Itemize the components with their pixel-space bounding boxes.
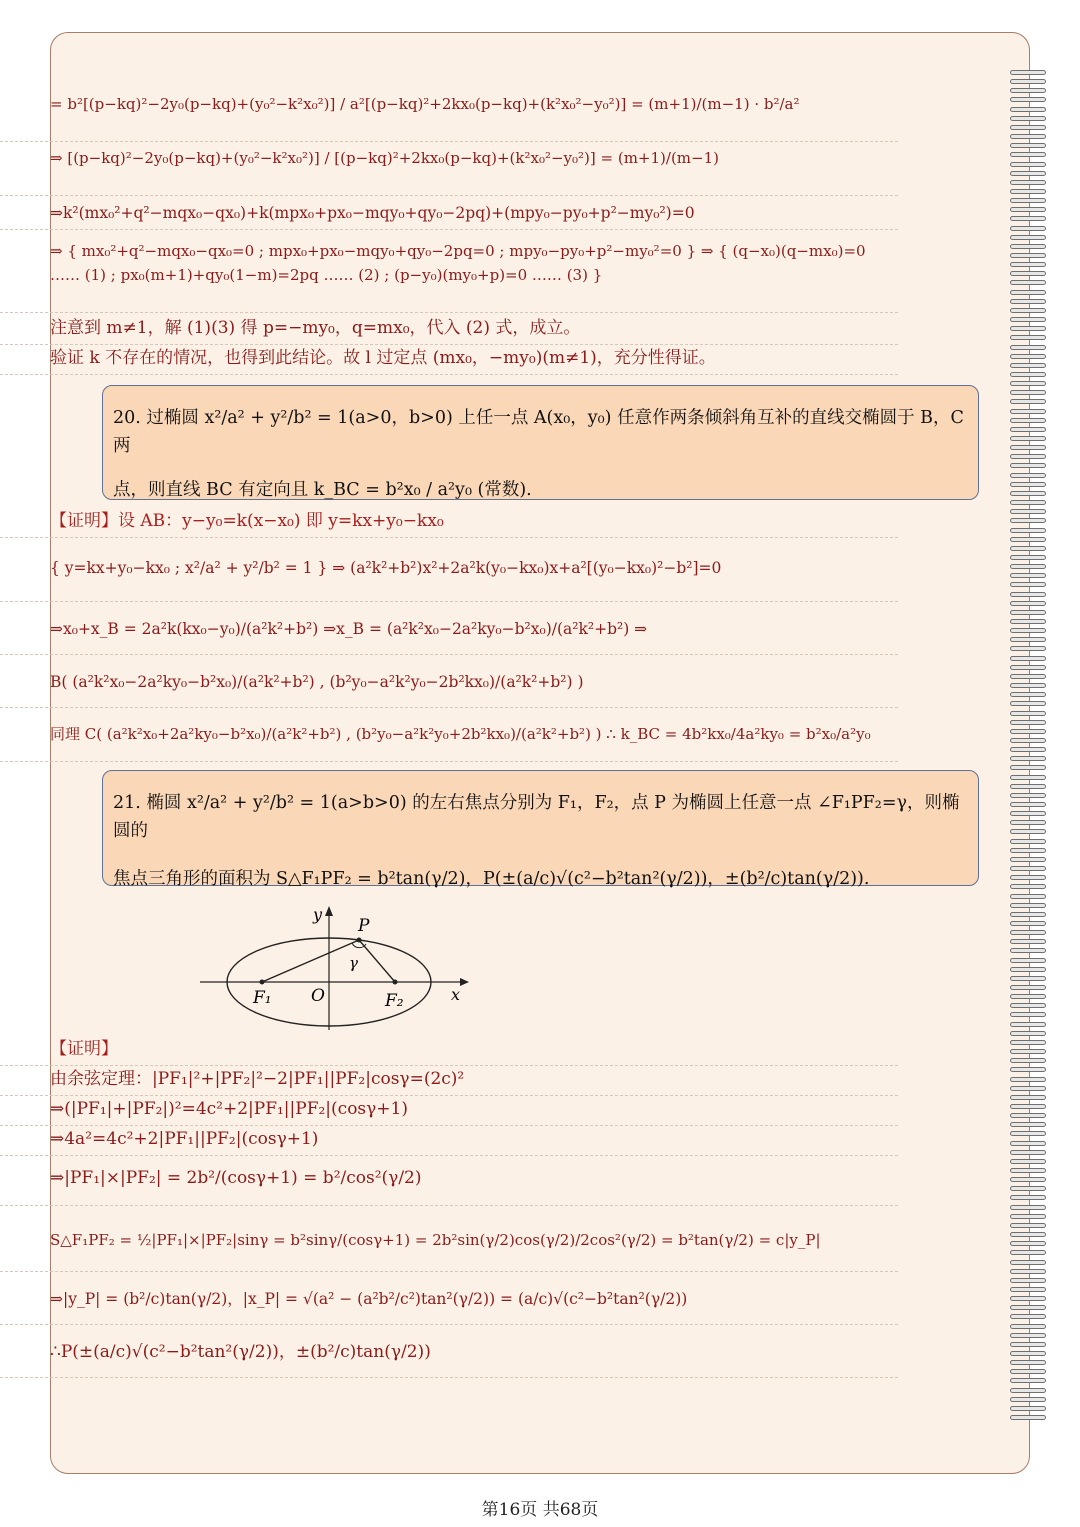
spiral-coil [1010, 857, 1046, 862]
spiral-coil [1010, 1324, 1046, 1329]
spiral-coil [1010, 1378, 1046, 1383]
spiral-coil [1010, 1223, 1046, 1228]
spiral-coil [1010, 116, 1046, 121]
spiral-coil [1010, 445, 1046, 450]
spiral-coil [1010, 125, 1046, 130]
spiral-coil [1010, 656, 1046, 661]
spiral-coil [1010, 582, 1046, 587]
spiral-coil [1010, 1012, 1046, 1017]
spiral-coil [1010, 637, 1046, 642]
spiral-coil [1010, 454, 1046, 459]
spiral-coil [1010, 491, 1046, 496]
spiral-coil [1010, 820, 1046, 825]
spiral-coil [1010, 829, 1046, 834]
spiral-coil [1010, 811, 1046, 816]
spiral-coil [1010, 747, 1046, 752]
spiral-coil [1010, 1406, 1046, 1411]
spiral-coil [1010, 619, 1046, 624]
spiral-coil [1010, 381, 1046, 386]
spiral-coil [1010, 793, 1046, 798]
spiral-coil [1010, 326, 1046, 331]
spiral-coil [1010, 143, 1046, 148]
F1-point [260, 980, 265, 985]
spiral-coil [1010, 1104, 1046, 1109]
spiral-coil [1010, 939, 1046, 944]
spiral-coil [1010, 1296, 1046, 1301]
proof-line: 由余弦定理：|PF₁|²+|PF₂|²−2|PF₁||PF₂|cosγ=(2c)² [0, 1066, 898, 1096]
spiral-coil [1010, 235, 1046, 240]
spiral-coil [1010, 216, 1046, 221]
proof-line: ∴P(±(a/c)√(c²−b²tan²(γ/2))，±(b²/c)tan(γ/2)) [0, 1328, 898, 1378]
spiral-coil [1010, 948, 1046, 953]
spiral-coil [1010, 875, 1046, 880]
spiral-coil [1010, 528, 1046, 533]
theorem-20-line1: 20. 过椭圆 x²/a² + y²/b² = 1(a>0，b>0) 上任一点 A(x₀，y₀) 任意作两条倾斜角互补的直线交椭圆于 B，C 两 [113, 408, 964, 456]
y-arrow-icon [325, 906, 333, 916]
spiral-coil [1010, 409, 1046, 414]
spiral-coil [1010, 912, 1046, 917]
spiral-coil [1010, 244, 1046, 249]
spiral-coil [1010, 500, 1046, 505]
spiral-coil [1010, 1150, 1046, 1155]
spiral-coil [1010, 509, 1046, 514]
spiral-coil [1010, 1067, 1046, 1072]
spiral-coil [1010, 592, 1046, 597]
spiral-coil [1010, 79, 1046, 84]
spiral-coil [1010, 345, 1046, 350]
spiral-coil [1010, 738, 1046, 743]
spiral-coil [1010, 271, 1046, 276]
spiral-coil [1010, 1031, 1046, 1036]
x-label: x [451, 985, 461, 1004]
spiral-coil [1010, 354, 1046, 359]
spiral-coil [1010, 363, 1046, 368]
proof-line: ⇒k²(mx₀²+q²−mqx₀−qx₀)+k(mpx₀+px₀−mqy₀+qy₀−2pq)+(mpy₀−py₀+p²−my₀²)=0 [0, 200, 898, 230]
proof-line: = b²[(p−kq)²−2y₀(p−kq)+(y₀²−k²x₀²)] / a²[(p−kq)²+2kx₀(p−kq)+(k²x₀²−y₀²)] = (m+1)/(m−1) · b²/a² [0, 92, 898, 142]
segment-PF1 [262, 940, 359, 982]
spiral-coil [1010, 674, 1046, 679]
spiral-coil [1010, 317, 1046, 322]
spiral-coil [1010, 884, 1046, 889]
spiral-coil [1010, 564, 1046, 569]
spiral-coil [1010, 711, 1046, 716]
spiral-coil [1010, 1168, 1046, 1173]
spiral-coil [1010, 555, 1046, 560]
spiral-coil [1010, 1003, 1046, 1008]
spiral-coil [1010, 207, 1046, 212]
spiral-coil [1010, 280, 1046, 285]
spiral-coil [1010, 1141, 1046, 1146]
spiral-coil [1010, 894, 1046, 899]
spiral-coil [1010, 765, 1046, 770]
spiral-coil [1010, 1415, 1046, 1420]
spiral-coil [1010, 189, 1046, 194]
spiral-coil [1010, 463, 1046, 468]
spiral-coil [1010, 1086, 1046, 1091]
F1-label: F₁ [253, 988, 272, 1008]
spiral-coil [1010, 1058, 1046, 1063]
spiral-coil [1010, 418, 1046, 423]
x-arrow-icon [460, 978, 469, 986]
proof-line: ⇒(|PF₁|+|PF₂|)²=4c²+2|PF₁||PF₂|(cosγ+1) [0, 1096, 898, 1126]
spiral-coil [1010, 683, 1046, 688]
spiral-coil [1010, 537, 1046, 542]
F2-label: F₂ [385, 991, 404, 1011]
ellipse-diagram [195, 900, 485, 1035]
proof-line: 注意到 m≠1，解 (1)(3) 得 p=−my₀，q=mx₀，代入 (2) 式，成立。 [0, 315, 898, 345]
spiral-coil [1010, 903, 1046, 908]
proof-line: B( (a²k²x₀−2a²ky₀−b²x₀)/(a²k²+b²) , (b²y₀−a²k²y₀−2b²kx₀)/(a²k²+b²) ) [0, 658, 898, 708]
proof-line: ⇒4a²=4c²+2|PF₁||PF₂|(cosγ+1) [0, 1126, 898, 1156]
spiral-coil [1010, 1287, 1046, 1292]
spiral-coil [1010, 1351, 1046, 1356]
spiral-coil [1010, 729, 1046, 734]
spiral-coil [1010, 1177, 1046, 1182]
spiral-coil [1010, 967, 1046, 972]
spiral-coil [1010, 1113, 1046, 1118]
spiral-coil [1010, 171, 1046, 176]
spiral-coil [1010, 299, 1046, 304]
spiral-coil [1010, 390, 1046, 395]
spiral-coil [1010, 646, 1046, 651]
spiral-coil [1010, 226, 1046, 231]
spiral-coil [1010, 775, 1046, 780]
spiral-coil [1010, 1397, 1046, 1402]
spiral-coil [1010, 701, 1046, 706]
spiral-coil [1010, 1131, 1046, 1136]
proof-line: 【证明】设 AB：y−y₀=k(x−x₀) 即 y=kx+y₀−kx₀ [0, 508, 898, 538]
proof-line: 验证 k 不存在的情况，也得到此结论。故 l 过定点 (mx₀，−my₀)(m≠1)，充分性得证。 [0, 345, 898, 375]
spiral-coil [1010, 921, 1046, 926]
proof-line: ⇒|y_P| = (b²/c)tan(γ/2)，|x_P| = √(a² − (a²b²/c²)tan²(γ/2)) = (a/c)√(c²−b²tan²(γ/2)) [0, 1275, 898, 1325]
theorem-21-line2: 焦点三角形的面积为 S△F₁PF₂ = b²tan(γ/2)，P(±(a/c)√(c²−b²tan²(γ/2))，±(b²/c)tan(γ/2)). [113, 869, 870, 889]
spiral-coil [1010, 546, 1046, 551]
y-label: y [313, 905, 323, 924]
theorem-20-box [102, 385, 979, 500]
spiral-coil [1010, 1342, 1046, 1347]
spiral-coil [1010, 930, 1046, 935]
gamma-label: γ [349, 954, 358, 972]
P-point [357, 938, 362, 943]
spiral-coil [1010, 839, 1046, 844]
spiral-coil [1010, 1186, 1046, 1191]
spiral-coil [1010, 1159, 1046, 1164]
spiral-coil [1010, 1022, 1046, 1027]
spiral-coil [1010, 1360, 1046, 1365]
spiral-coil [1010, 70, 1046, 75]
proof-line: 同理 C( (a²k²x₀+2a²ky₀−b²x₀)/(a²k²+b²) , (b²y₀−a²k²y₀+2b²kx₀)/(a²k²+b²) ) ∴ k_BC = 4b²kx₀/4a²ky₀ = b²x₀/a²y₀ [0, 710, 898, 762]
spiral-coil [1010, 1388, 1046, 1393]
spiral-coil [1010, 253, 1046, 258]
spiral-coil [1010, 985, 1046, 990]
spiral-coil [1010, 1077, 1046, 1082]
spiral-coil [1010, 1232, 1046, 1237]
spiral-coil [1010, 482, 1046, 487]
spiral-coil [1010, 994, 1046, 999]
spiral-coil [1010, 399, 1046, 404]
spiral-coil [1010, 610, 1046, 615]
spiral-coil [1010, 628, 1046, 633]
spiral-coil [1010, 180, 1046, 185]
spiral-coil [1010, 1369, 1046, 1374]
O-label: O [311, 986, 325, 1006]
spiral-coil [1010, 665, 1046, 670]
proof-line: ⇒|PF₁|×|PF₂| = 2b²/(cosγ+1) = b²/cos²(γ/2) [0, 1156, 898, 1206]
spiral-coil [1010, 601, 1046, 606]
spiral-coil [1010, 1122, 1046, 1127]
spiral-coil [1010, 958, 1046, 963]
spiral-coil [1010, 1214, 1046, 1219]
spiral-coil [1010, 308, 1046, 313]
spiral-coil [1010, 1095, 1046, 1100]
spiral-coil [1010, 1049, 1046, 1054]
spiral-coil [1010, 1040, 1046, 1045]
spiral-coil [1010, 1314, 1046, 1319]
spiral-coil [1010, 573, 1046, 578]
spiral-coil [1010, 848, 1046, 853]
F2-point [393, 980, 398, 985]
spiral-coil [1010, 1195, 1046, 1200]
spiral-coil [1010, 436, 1046, 441]
spiral-coil [1010, 372, 1046, 377]
spiral-coil [1010, 290, 1046, 295]
spiral-coil [1010, 866, 1046, 871]
proof-line: 【证明】 [0, 1036, 898, 1066]
page-footer: 第16页 共68页 [481, 1500, 599, 1520]
spiral-coil [1010, 802, 1046, 807]
spiral-coil [1010, 1333, 1046, 1338]
spiral-coil [1010, 784, 1046, 789]
spiral-coil [1010, 976, 1046, 981]
proof-line: S△F₁PF₂ = ½|PF₁|×|PF₂|sinγ = b²sinγ/(cosγ+1) = 2b²sin(γ/2)cos(γ/2)/2cos²(γ/2) = b²tan(γ/2) = c|y_P| [0, 1210, 898, 1272]
spiral-coil [1010, 720, 1046, 725]
spiral-coil [1010, 162, 1046, 167]
spiral-coil [1010, 262, 1046, 267]
spiral-coil [1010, 427, 1046, 432]
spiral-coil [1010, 1250, 1046, 1255]
spiral-coil [1010, 198, 1046, 203]
P-label: P [358, 916, 370, 936]
spiral-coil [1010, 518, 1046, 523]
spiral-coil [1010, 107, 1046, 112]
proof-line: ⇒ [(p−kq)²−2y₀(p−kq)+(y₀²−k²x₀²)] / [(p−kq)²+2kx₀(p−kq)+(k²x₀²−y₀²)] = (m+1)/(m−1) [0, 146, 898, 196]
theorem-21-line1: 21. 椭圆 x²/a² + y²/b² = 1(a>b>0) 的左右焦点分别为 F₁，F₂，点 P 为椭圆上任意一点 ∠F₁PF₂=γ，则椭圆的 [113, 793, 960, 841]
spiral-coil [1010, 756, 1046, 761]
theorem-21-box [102, 770, 979, 889]
proof-line: { y=kx+y₀−kx₀ ; x²/a² + y²/b² = 1 } ⇒ (a²k²+b²)x²+2a²k(y₀−kx₀)x+a²[(y₀−kx₀)²−b²]=0 [0, 540, 898, 602]
spiral-coil [1010, 152, 1046, 157]
spiral-binding [1010, 70, 1050, 1425]
spiral-coil [1010, 335, 1046, 340]
spiral-coil [1010, 97, 1046, 102]
spiral-coil [1010, 1278, 1046, 1283]
spiral-coil [1010, 134, 1046, 139]
proof-line: ⇒x₀+x_B = 2a²k(kx₀−y₀)/(a²k²+b²) ⇒x_B = (a²k²x₀−2a²ky₀−b²x₀)/(a²k²+b²) ⇒ [0, 605, 898, 655]
spiral-coil [1010, 692, 1046, 697]
spiral-coil [1010, 1241, 1046, 1246]
spiral-coil [1010, 88, 1046, 93]
proof-line: ⇒ { mx₀²+q²−mqx₀−qx₀=0 ; mpx₀+px₀−mqy₀+qy₀−2pq=0 ; mpy₀−py₀+p²−my₀²=0 } ⇒ { (q−x₀)(q−mx₀)=0 …… (1) ; px₀(m+1)+qy₀(1−m)=2pq …… (2) ; (p−y₀)(my₀+p)=0 …… (3) } [0, 231, 898, 313]
spiral-coil [1010, 1305, 1046, 1310]
spiral-coil [1010, 473, 1046, 478]
spiral-coil [1010, 1260, 1046, 1265]
spiral-coil [1010, 1269, 1046, 1274]
spiral-coil [1010, 1205, 1046, 1210]
theorem-20-line2: 点，则直线 BC 有定向且 k_BC = b²x₀ / a²y₀ (常数). [113, 480, 532, 500]
